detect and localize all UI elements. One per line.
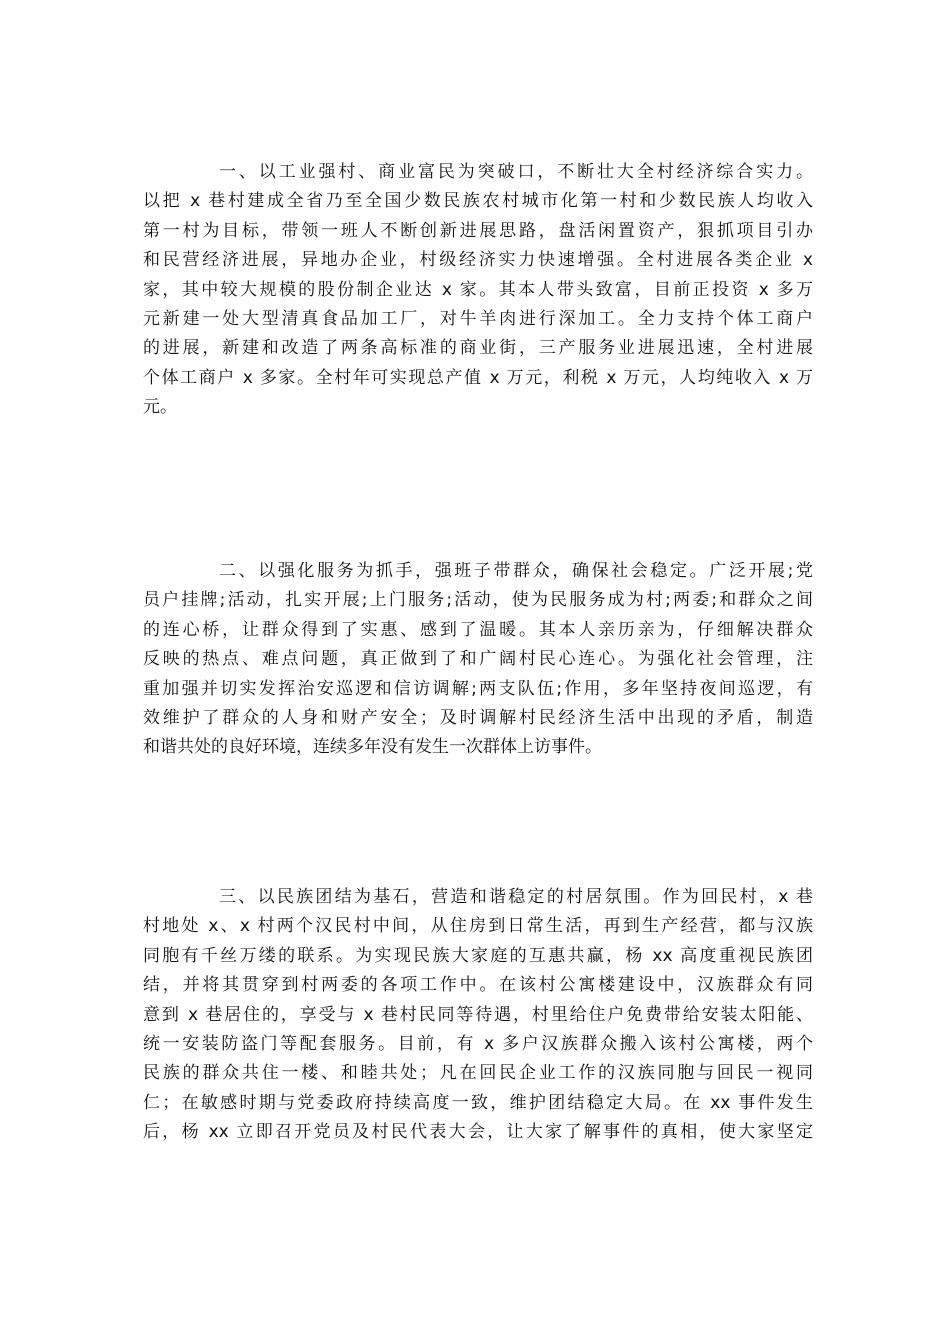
paragraph-line: 的连心桥，让群众得到了实惠、感到了温暖。其本人亲历亲为，仔细解决群众 xyxy=(143,619,813,640)
paragraph-line: 个体工商户 x 多家。全村年可实现总产值 x 万元，利税 x 万元，人均纯收入 x 万 xyxy=(143,367,813,388)
paragraph-line: 意到 x 巷居住的，享受与 x 巷村民同等待遇，村里给住户免费带给安装太阳能、 xyxy=(143,1004,813,1025)
paragraph-line: 第一村为目标，带领一班人不断创新进展思路，盘活闲置资产，狠抓项目引办 xyxy=(143,220,813,241)
paragraph-line: 重加强并切实发挥治安巡逻和信访调解;两支队伍;作用，多年坚持夜间巡逻，有 xyxy=(143,678,813,699)
paragraph-line: 同胞有千丝万缕的联系。为实现民族大家庭的互惠共赢，杨 xx 高度重视民族团 xyxy=(143,945,813,966)
paragraph-line: 员户挂牌;活动，扎实开展;上门服务;活动，使为民服务成为村;两委;和群众之间 xyxy=(143,590,813,611)
paragraph-line: 三、以民族团结为基石，营造和谐稳定的村居氛围。作为回民村，x 巷 xyxy=(219,887,813,907)
paragraph-line: 二、以强化服务为抓手，强班子带群众，确保社会稳定。广泛开展;党 xyxy=(219,561,813,581)
paragraph-line: 元新建一处大型清真食品加工厂，对牛羊肉进行深加工。全力支持个体工商户 xyxy=(143,308,813,329)
paragraph-line: 村地处 x、x 村两个汉民村中间，从住房到日常生活，再到生产经营，都与汉族 xyxy=(143,916,813,937)
paragraph-line: 仁；在敏感时期与党委政府持续高度一致，维护团结稳定大局。在 xx 事件发生 xyxy=(143,1092,813,1113)
paragraph-1 xyxy=(143,158,813,423)
paragraph-line: 以把 x 巷村建成全省乃至全国少数民族农村城市化第一村和少数民族人均收入 xyxy=(143,191,813,212)
paragraph-2 xyxy=(143,557,813,763)
paragraph-line: 民族的群众共住一楼、和睦共处；凡在回民企业工作的汉族同胞与回民一视同 xyxy=(143,1063,813,1084)
paragraph-line: 一、以工业强村、商业富民为突破口，不断壮大全村经济综合实力。 xyxy=(219,162,813,182)
paragraph-line: 统一安装防盗门等配套服务。目前，有 x 多户汉族群众搬入该村公寓楼，两个 xyxy=(143,1033,813,1054)
paragraph-line: 和民营经济进展，异地办企业，村级经济实力快速增强。全村进展各类企业 x xyxy=(143,250,813,271)
paragraph-line: 反映的热点、难点问题，真正做到了和广阔村民心连心。为强化社会管理，注 xyxy=(143,649,813,670)
paragraph-line: 效维护了群众的人身和财产安全；及时调解村民经济生活中出现的矛盾，制造 xyxy=(143,707,813,728)
paragraph-line: 家，其中较大规模的股份制企业达 x 家。其本人带头致富，目前正投资 x 多万 xyxy=(143,279,813,300)
paragraph-line: 元。 xyxy=(143,397,177,418)
paragraph-line: 结，并将其贯穿到村两委的各项工作中。在该村公寓楼建设中，汉族群众有同 xyxy=(143,975,813,996)
paragraph-3 xyxy=(143,883,813,1148)
paragraph-line: 的进展，新建和改造了两条高标准的商业街，三产服务业进展迅速，全村进展 xyxy=(143,338,813,359)
paragraph-line: 和谐共处的良好环境，连续多年没有发生一次群体上访事件。 xyxy=(143,737,602,758)
paragraph-line: 后，杨 xx 立即召开党员及村民代表大会，让大家了解事件的真相，使大家坚定 xyxy=(143,1122,813,1143)
